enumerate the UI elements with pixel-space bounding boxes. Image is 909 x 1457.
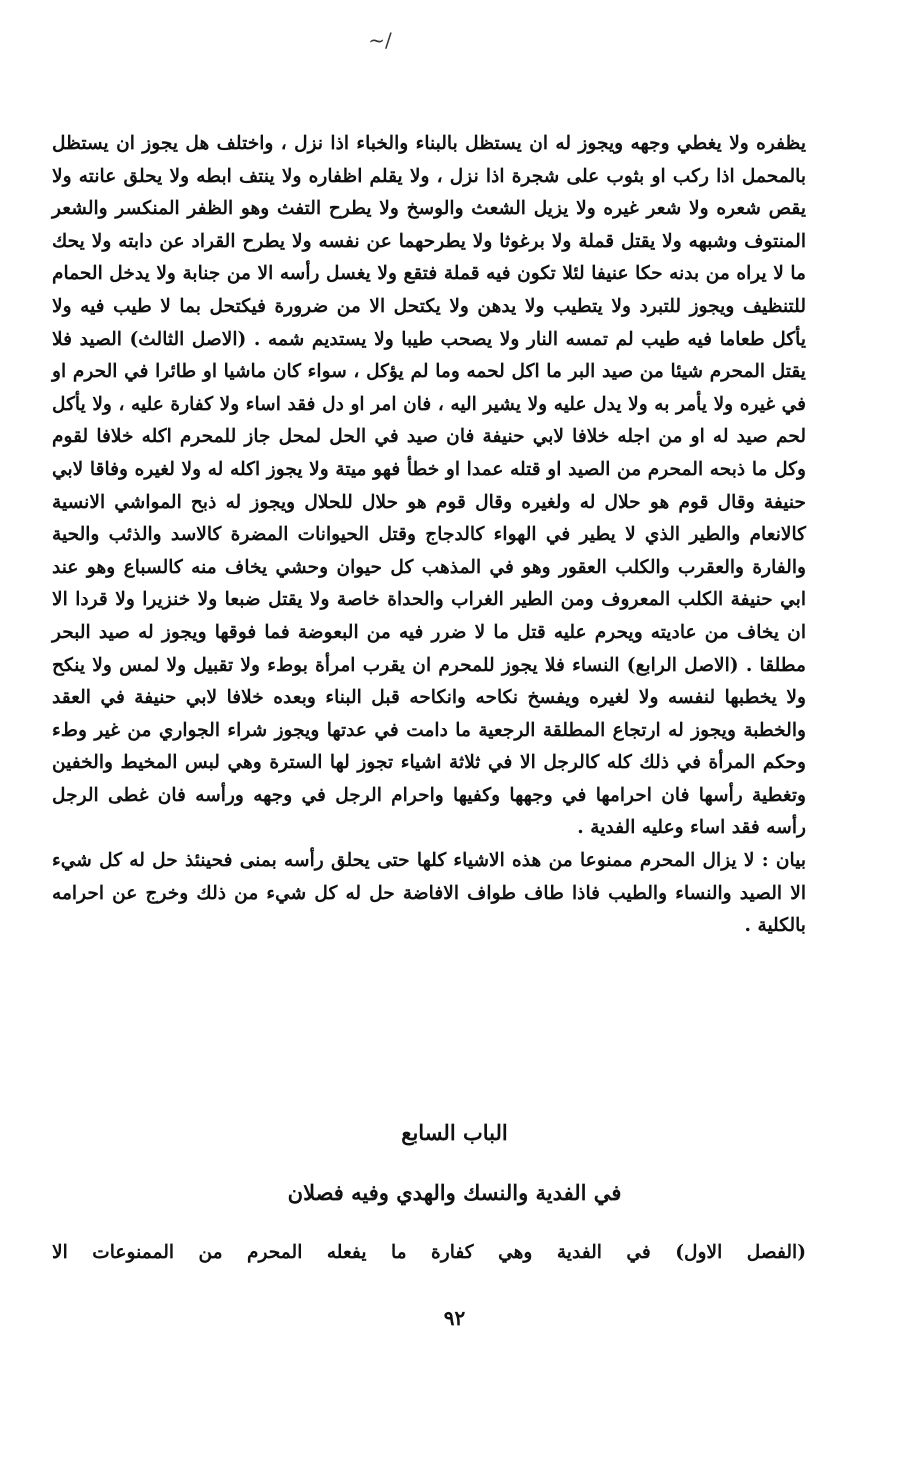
- chapter-title: الباب السابع: [401, 1120, 508, 1145]
- bayan-label: بيان: [775, 850, 806, 872]
- page-header-mark: ~/: [368, 28, 392, 52]
- body-paragraph-1: يظفره ولا يغطي وجهه ويجوز له ان يستظل بالبناء والخباء اذا نزل ، واختلف هل يجوز ان يستظل بالمحمل اذا ركب او بثوب على شجرة اذا نزل ، ولا يقلم اظفاره ولا ينتف ابطه ولا يحلق عانته ولا يقص شعره ولا شعر غيره ولا يزيل الشعث والوسخ ولا يطرح التفث وهو الظفر المنكسر والشعر المنتوف وشبهه ولا يقتل قملة ولا برغوثا ولا يطرحهما عن نفسه ولا يطرح القراد عن دابته ولا يحك ما لا يراه من بدنه حكا عنيفا لئلا تكون فيه قملة فتقع ولا يغسل رأسه الا من جنابة ولا يدخل الحمام للتنظيف ويجوز للتبرد ولا يتطيب ولا يدهن ولا يكتحل الا من ضرورة فيكتحل بما لا طيب فيه ولا يأكل طعاما فيه طيب لم تمسه النار ولا يصحب طيبا ولا يستديم شمه . (الاصل الثالث) الصيد فلا يقتل المحرم شيئا من صيد البر ما اكل لحمه وما لم يؤكل ، سواء كان ماشيا او طائرا في الحرم او في غيره ولا يأمر به ولا يدل عليه ولا يشير اليه ، فان امر او دل فقد اساء ولا كفارة عليه ، ولا يأكل لحم صيد له او من اجله خلافا لابي حنيفة فان صيد في الحل لمحل جاز للمحرم اكله خلافا لقوم وكل ما ذبحه المحرم من الصيد او قتله عمدا او خطأ فهو ميتة ولا يجوز اكله له ولا لغيره وفاقا لابي حنيفة وقال قوم هو حلال له ولغيره وقال قوم هو حلال للحلال ويجوز له ذبح المواشي الانسية كالانعام والطير الذي لا يطير في الهواء كالدجاج وقتل الحيوانات المضرة كالاسد والذئب والحية والفارة والعقرب والكلب العقور وهو في المذهب كل حيوان وحشي يخاف منه كالسباع وهو عند ابي حنيفة الكلب المعروف ومن الطير الغراب والحداة خاصة ولا يقتل ضبعا ولا خنزيرا ولا قردا الا ان يخاف من عاديته ويحرم عليه قتل ما لا ضرر فيه من البعوضة فما فوقها ويجوز له صيد البحر مطلقا . (الاصل الرابع) النساء فلا يجوز للمحرم ان يقرب امرأة بوطء ولا تقبيل ولا لمس ولا ينكح ولا يخطبها لنفسه ولا لغيره ويفسخ نكاحه وانكاحه قبل البناء وبعده خلافا لابي حنيفة في العقد والخطبة ويجوز له ارتجاع المطلقة الرجعية ما دامت في عدتها ويجوز شراء الجواري من غير وطء وحكم المرأة في ذلك كله كالرجل الا في ثلاثة اشياء تجوز لها السترة وهي لبس المخيط والخفين وتغطية رأسها فان احرامها في وجهها وكفيها واحرام الرجل في وجهه ورأسه فان غطى الرجل رأسه فقد اساء وعليه الفدية .: [52, 133, 806, 839]
- body-paragraph-2: [52, 845, 806, 943]
- bayan-text: : لا يزال المحرم ممنوعا من هذه الاشياء كلها حتى يحلق رأسه بمنى فحينئذ حل له كل شيء الا الصيد والنساء والطيب فاذا طاف طواف الافاضة حل له كل شيء من ذلك وخرج عن احرامه بالكلية .: [52, 850, 806, 937]
- section-intro-line: (الفصل الاول) في الفدية وهي كفارة ما يفعله المحرم من الممنوعات الا: [52, 1242, 806, 1263]
- chapter-subtitle: في الفدية والنسك والهدي وفيه فصلان: [287, 1180, 622, 1205]
- body-text: [52, 128, 806, 943]
- page-number: ٩٢: [443, 1306, 466, 1330]
